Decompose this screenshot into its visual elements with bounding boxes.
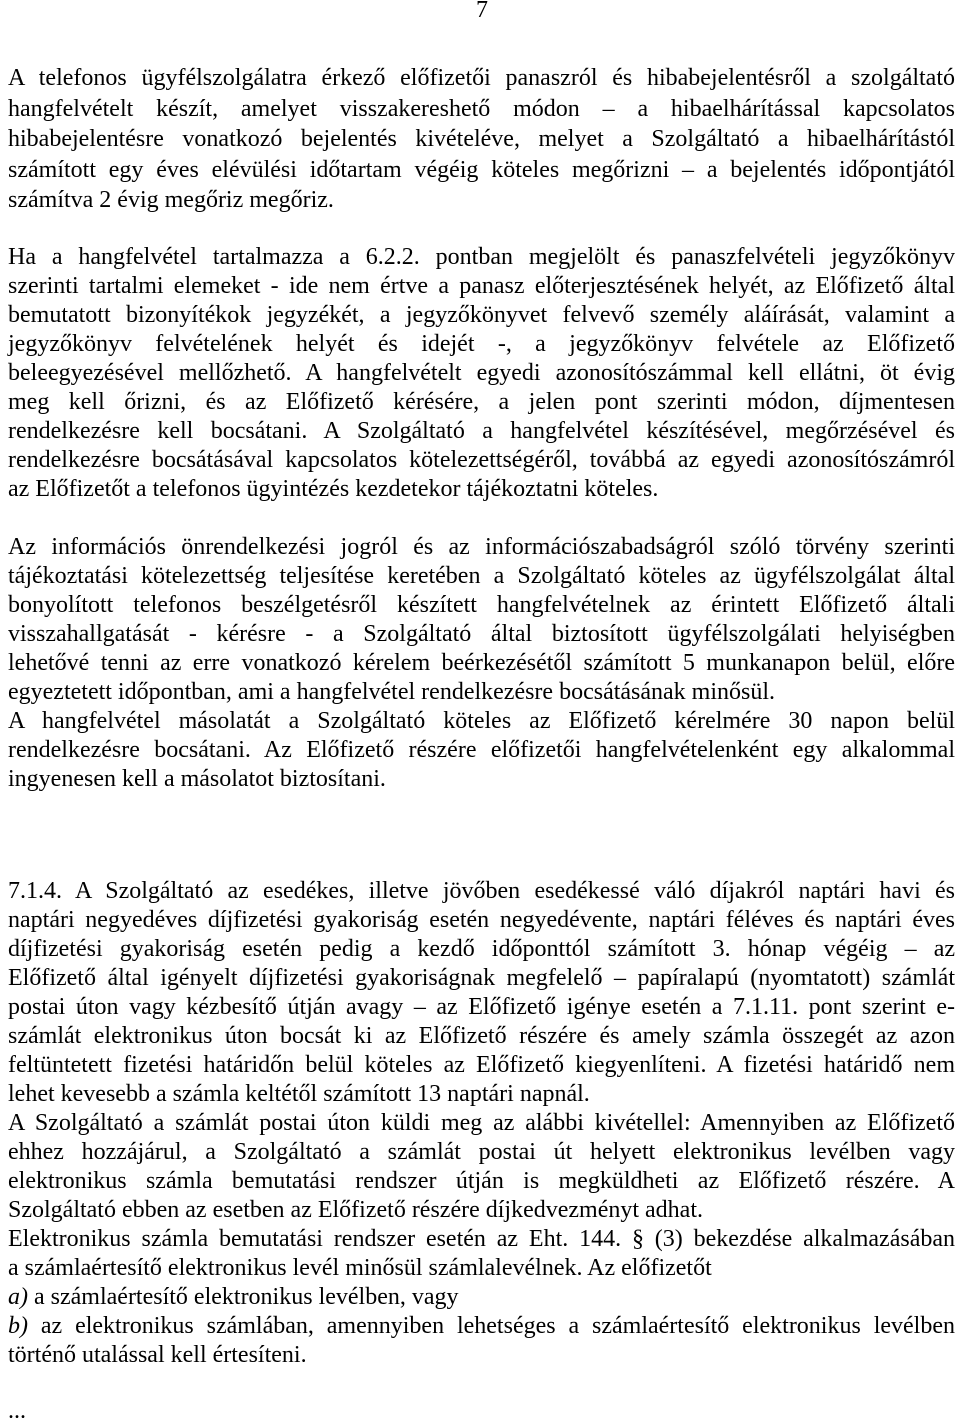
text-line: Ha a hangfelvétel tartalmazza a 6.2.2. pontban megjelölt és panaszfelvételi jegyzőkönyv (8, 244, 955, 270)
list-item-text: az elektronikus számlában, amennyiben lehetséges a számlaértesítő elektronikus levélben (40, 1313, 955, 1339)
text-line: számított egy éves elévülési időtartam végéig köteles megőrizni – a bejelentés időpontjától (8, 156, 955, 183)
text-line: egyeztetett időpontban, ami a hangfelvétel rendelkezésre bocsátásának minősül. (8, 679, 776, 705)
paragraph-recording-access (8, 533, 955, 794)
text-line: díjfizetési gyakoriság esetén pedig a kezdő időponttól számított 3. hónap végéig – az (8, 936, 955, 962)
paragraph-recording-contents (8, 243, 955, 504)
text-line: rendelkezésre kell bocsátani. A Szolgáltató a hangfelvétel készítésével, megőrzésével és (8, 418, 955, 444)
text-line: jegyzőkönyv felvételének helyét és idejét -, a jegyzőkönyv felvétele az Előfizető (8, 331, 955, 357)
text-line: beleegyezésével mellőzhető. A hangfelvételt egyedi azonosítószámmal kell ellátni, öt évig (8, 360, 955, 386)
text-line: ehhez hozzájárul, a Szolgáltató a számlát postai út helyett elektronikus levélben vagy (8, 1139, 955, 1165)
text-line: Előfizető által igényelt díjfizetési gyakoriságnak megfelelő – papíralapú (nyomtatott) számlát (8, 965, 955, 991)
text-line: A telefonos ügyfélszolgálatra érkező előfizetői panaszról és hibabejelentésről a szolgáltató (8, 65, 955, 91)
text-line: feltüntetett fizetési határidőn belül köteles az Előfizető kiegyenlíteni. A fizetési határidő nem (8, 1052, 955, 1078)
continuation-ellipsis: ... (8, 1398, 26, 1424)
list-item-label: b) (8, 1313, 28, 1339)
text-line: tájékoztatási kötelezettség teljesítése keretében a Szolgáltató köteles az ügyfélszolgálat által (8, 563, 955, 589)
text-line: 7.1.4. A Szolgáltató az esedékes, illetve jövőben esedékessé váló díjakról naptári havi és (8, 878, 955, 904)
text-line: Elektronikus számla bemutatási rendszer esetén az Eht. 144. § (3) bekezdése alkalmazásában (8, 1226, 955, 1252)
text-line: meg kell őrizni, és az Előfizető kérésére, a jelen pont szerinti módon, díjmentesen (8, 389, 955, 415)
text-line: rendelkezésre bocsátani. Az Előfizető részére előfizetői hangfelvételenként egy alkalommal (8, 737, 955, 763)
text-line: A hangfelvétel másolatát a Szolgáltató köteles az Előfizető kérelmére 30 napon belül (8, 708, 955, 734)
text-line: ingyenesen kell a másolatot biztosítani. (8, 766, 386, 792)
text-line: az Előfizetőt a telefonos ügyintézés kezdetekor tájékoztatni köteles. (8, 476, 659, 502)
list-item (8, 1312, 955, 1341)
text-line: történő utalással kell értesíteni. (8, 1342, 307, 1368)
text-line: naptári negyedéves díjfizetési gyakoriság esetén negyedévente, naptári féléves és naptári éves (8, 907, 955, 933)
text-line: Az információs önrendelkezési jogról és az információszabadságról szóló törvény szerinti (8, 534, 955, 560)
paragraph-call-recording (8, 63, 955, 216)
text-line: postai úton vagy kézbesítő útján avagy – az Előfizető igénye esetén a 7.1.11. pont szerint e- (8, 994, 955, 1020)
text-line: lehet kevesebb a számla keltétől számított 13 naptári napnál. (8, 1081, 590, 1107)
text-line: bemutatott bizonyítékok jegyzékét, a jegyzőkönyvet felvevő személy aláírását, valamint a (8, 302, 955, 328)
text-line: szerinti tartalmi elemeket - ide nem értve a panasz előterjesztésének helyét, az Előfizető által (8, 273, 955, 299)
list-item-text: a számlaértesítő elektronikus levélben, vagy (34, 1284, 459, 1310)
text-line: elektronikus számla bemutatási rendszer útján is megküldheti az Előfizető részére. A (8, 1168, 955, 1194)
text-line: számlát elektronikus úton bocsát ki az Előfizető részére és amely számla összegét az azon (8, 1023, 955, 1049)
text-line: lehetővé tenni az erre vonatkozó kérelem beérkezésétől számított 5 munkanapon belül, előre (8, 650, 955, 676)
text-line: hibabejelentésre vonatkozó bejelentés kivételéve, melyet a Szolgáltató a hibaelhárítástól (8, 126, 955, 152)
text-line: a számlaértesítő elektronikus levél minősül számlalevélnek. Az előfizetőt (8, 1255, 712, 1281)
text-line: Szolgáltató ebben az esetben az Előfizető részére díjkedvezményt adhat. (8, 1197, 704, 1223)
list-item (8, 1283, 955, 1312)
page-number: 7 (476, 0, 488, 23)
text-line: A Szolgáltató a számlát postai úton küldi meg az alábbi kivétellel: Amennyiben az Előfizető (8, 1110, 955, 1136)
text-line: hangfelvételt készít, amelyet visszakereshető módon – a hibaelhárítással kapcsolatos (8, 95, 955, 122)
text-line: rendelkezésre bocsátásával kapcsolatos kötelezettségéről, továbbá az egyedi azonosítószámról (8, 447, 955, 473)
text-line: bonyolított telefonos beszélgetésről készített hangfelvételnek az érintett Előfizető általi (8, 592, 955, 618)
section-7-1-4-billing (8, 877, 955, 1370)
list-item-label: a) (8, 1284, 28, 1310)
text-line: számítva 2 évig megőriz megőriz. (8, 187, 334, 213)
text-line: visszahallgatását - kérésre - a Szolgáltató által biztosított ügyfélszolgálati helyiségben (8, 621, 955, 647)
